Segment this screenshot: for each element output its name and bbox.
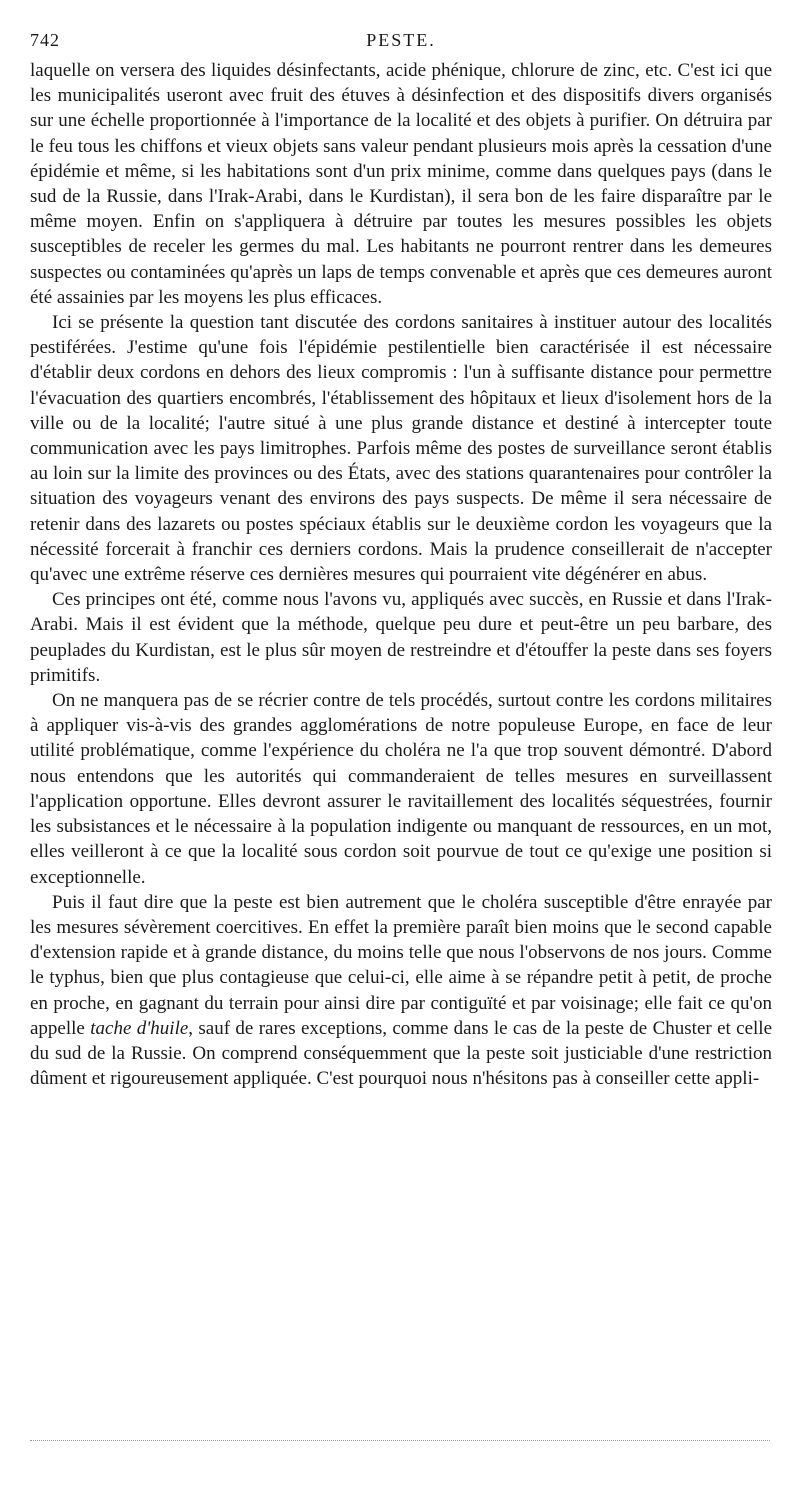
paragraph-3: Ces principes ont été, comme nous l'avons vu, appliqués avec succès, en Russie et dans l'Irak-Arabi. Mais il est évident que la méthode, quelque peu dure et peut-être un peu barbare, des peuplades du Kurdistan, est le plus sûr moyen de restreindre et d'étouffer la peste dans ses foyers primitifs. bbox=[30, 589, 772, 686]
paragraph-5 bbox=[30, 890, 772, 1092]
paragraph-5-before: Puis il faut dire que la peste est bien autrement que le choléra susceptible d'être enrayée par les mesures sévèrement coercitives. En effet la première paraît bien moins que le second capable d'extension rapide et à grande distance, du moins telle que nous l'observons de nos jours. Comme le typhus, bien que plus contagieuse que celui-ci, elle aime à se répandre petit à petit, de proche en proche, en gagnant du terrain pour ainsi dire par contiguïté et par voisinage; elle fait ce qu'on appelle bbox=[30, 891, 772, 1039]
page-number: 742 bbox=[30, 30, 60, 50]
paragraph-1: laquelle on versera des liquides désinfectants, acide phénique, chlorure de zinc, etc. C'est ici que les municipalités useront avec fruit des étuves à désinfection et des dispositifs divers organisés sur une échelle proportionnée à l'importance de la localité et des objets à purifier. On détruira par le feu tous les chiffons et vieux objets sans valeur pendant plusieurs mois après la cessation d'une épidémie et même, si les habitations sont d'un prix minime, comme dans quelques pays (dans le sud de la Russie, dans l'Irak-Arabi, dans le Kurdistan), il sera bon de les faire disparaître par le même moyen. Enfin on s'appliquera à détruire par toutes les mesures possibles les objets susceptibles de receler les germes du mal. Les habitants ne pourront rentrer dans les demeures suspectes ou contaminées qu'après un laps de temps convenable et après que ces demeures auront été assainies par les moyens les plus efficaces. bbox=[30, 60, 772, 308]
paragraph-5-after: , sauf de rares exceptions, comme dans le cas de la peste de Chuster et celle du sud de la Russie. On comprend conséquemment que la peste soit justiciable d'une restriction dûment et rigoureusement appliquée. C'est pourquoi nous n'hésitons pas à conseiller cette appli- bbox=[30, 1017, 772, 1090]
page-header bbox=[30, 28, 772, 58]
footer-dotted-rule bbox=[30, 1440, 770, 1441]
book-page bbox=[30, 28, 772, 1091]
running-title: PESTE. bbox=[366, 30, 436, 50]
paragraph-4: On ne manquera pas de se récrier contre de tels procédés, surtout contre les cordons militaires à appliquer vis-à-vis des grandes agglomérations de notre populeuse Europe, en face de leur utilité problématique, comme l'expérience du choléra ne l'a que trop souvent démontré. D'abord nous entendons que les autorités qui commanderaient de telles mesures en surveillassent l'application opportune. Elles devront assurer le ravitaillement des localités séquestrées, fournir les subsistances et le nécessaire à la population indigente ou manquant de ressources, en un mot, elles veilleront à ce que la localité sous cordon soit pourvue de tout ce qu'exige une position si exceptionnelle. bbox=[30, 690, 772, 888]
paragraph-5-italic-term: tache d'huile bbox=[90, 1017, 189, 1039]
paragraph-2: Ici se présente la question tant discutée des cordons sanitaires à instituer autour des localités pestiférées. J'estime qu'une fois l'épidémie pestilentielle bien caractérisée il est nécessaire d'établir deux cordons en dehors des lieux compromis : l'un à suffisante distance pour permettre l'évacuation des quartiers encombrés, l'établissement des hôpitaux et lieux d'isolement hors de la ville ou de la localité; l'autre situé à une plus grande distance et destiné à intercepter toute communication avec les pays limitrophes. Parfois même des postes de surveillance seront établis au loin sur la limite des provinces ou des États, avec des stations quarantenaires pour contrôler la situation des voyageurs venant des environs des pays suspects. De même il sera nécessaire de retenir dans des lazarets ou postes spéciaux établis sur le deuxième cordon les voyageurs que la nécessité forcerait à franchir ces derniers cordons. Mais la prudence conseillerait de n'accepter qu'avec une extrême réserve ces dernières mesures qui pourraient vite dégénérer en abus. bbox=[30, 312, 772, 586]
